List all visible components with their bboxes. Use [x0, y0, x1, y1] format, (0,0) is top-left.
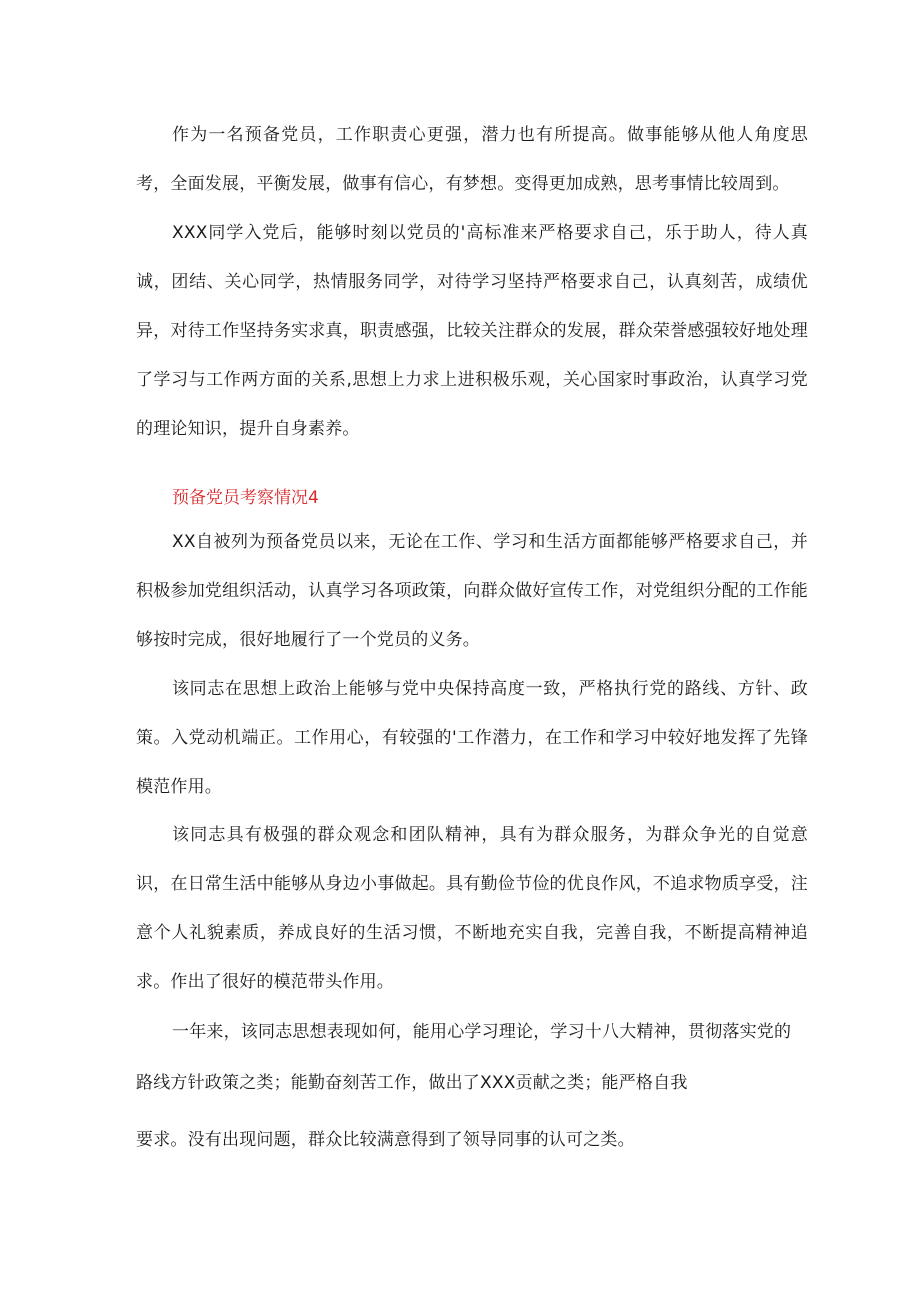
paragraph-6-line-1: 一年来，该同志思想表现如何，能用心学习理论，学习十八大精神，贯彻落实党的 — [172, 1022, 792, 1042]
paragraph-3: XX自被列为预备党员以来，无论在工作、学习和生活方面都能够严格要求自己，并积极参加党组织活动，认真学习各项政策，向群众做好宣传工作，对党组织分配的工作能够按时完成，很好地履行了一个党员的义务。 — [136, 532, 808, 650]
paragraph-5: 该同志具有极强的群众观念和团队精神，具有为群众服务，为群众争光的自觉意识，在日常生活中能够从身边小事做起。具有勤俭节俭的优良作风，不追求物质享受，注意个人礼貌素质，养成良好的生活习惯，不断地充实自我，完善自我，不断提高精神追求。作出了很好的模范带头作用。 — [136, 825, 808, 992]
paragraph-4: 该同志在思想上政治上能够与党中央保持高度一致，严格执行党的路线、方针、政策。入党动机端正。工作用心，有较强的'工作潜力，在工作和学习中较好地发挥了先锋模范作用。 — [136, 679, 808, 797]
paragraph-2: XXX同学入党后，能够时刻以党员的'高标准来严格要求自己，乐于助人，待人真诚，团结、关心同学，热情服务同学，对待学习坚持严格要求自己，认真刻苦，成绩优异，对待工作坚持务实求真，职责感强，比较关注群众的发展，群众荣誉感强较好地处理了学习与工作两方面的关系,思想上力求上进积极乐观，关心国家时事政治，认真学习党的理论知识，提升自身素养。 — [136, 223, 808, 439]
section-heading: 预备党员考察情况4 — [172, 488, 319, 508]
paragraph-6-line-3: 要求。没有出现问题，群众比较满意得到了领导同事的认可之类。 — [136, 1130, 635, 1150]
paragraph-6-line-2: 路线方针政策之类；能勤奋刻苦工作，做出了XXX贡献之类；能严格自我 — [136, 1073, 688, 1093]
paragraph-1: 作为一名预备党员，工作职责心更强，潜力也有所提高。做事能够从他人角度思考，全面发展，平衡发展，做事有信心，有梦想。变得更加成熟，思考事情比较周到。 — [136, 125, 808, 194]
